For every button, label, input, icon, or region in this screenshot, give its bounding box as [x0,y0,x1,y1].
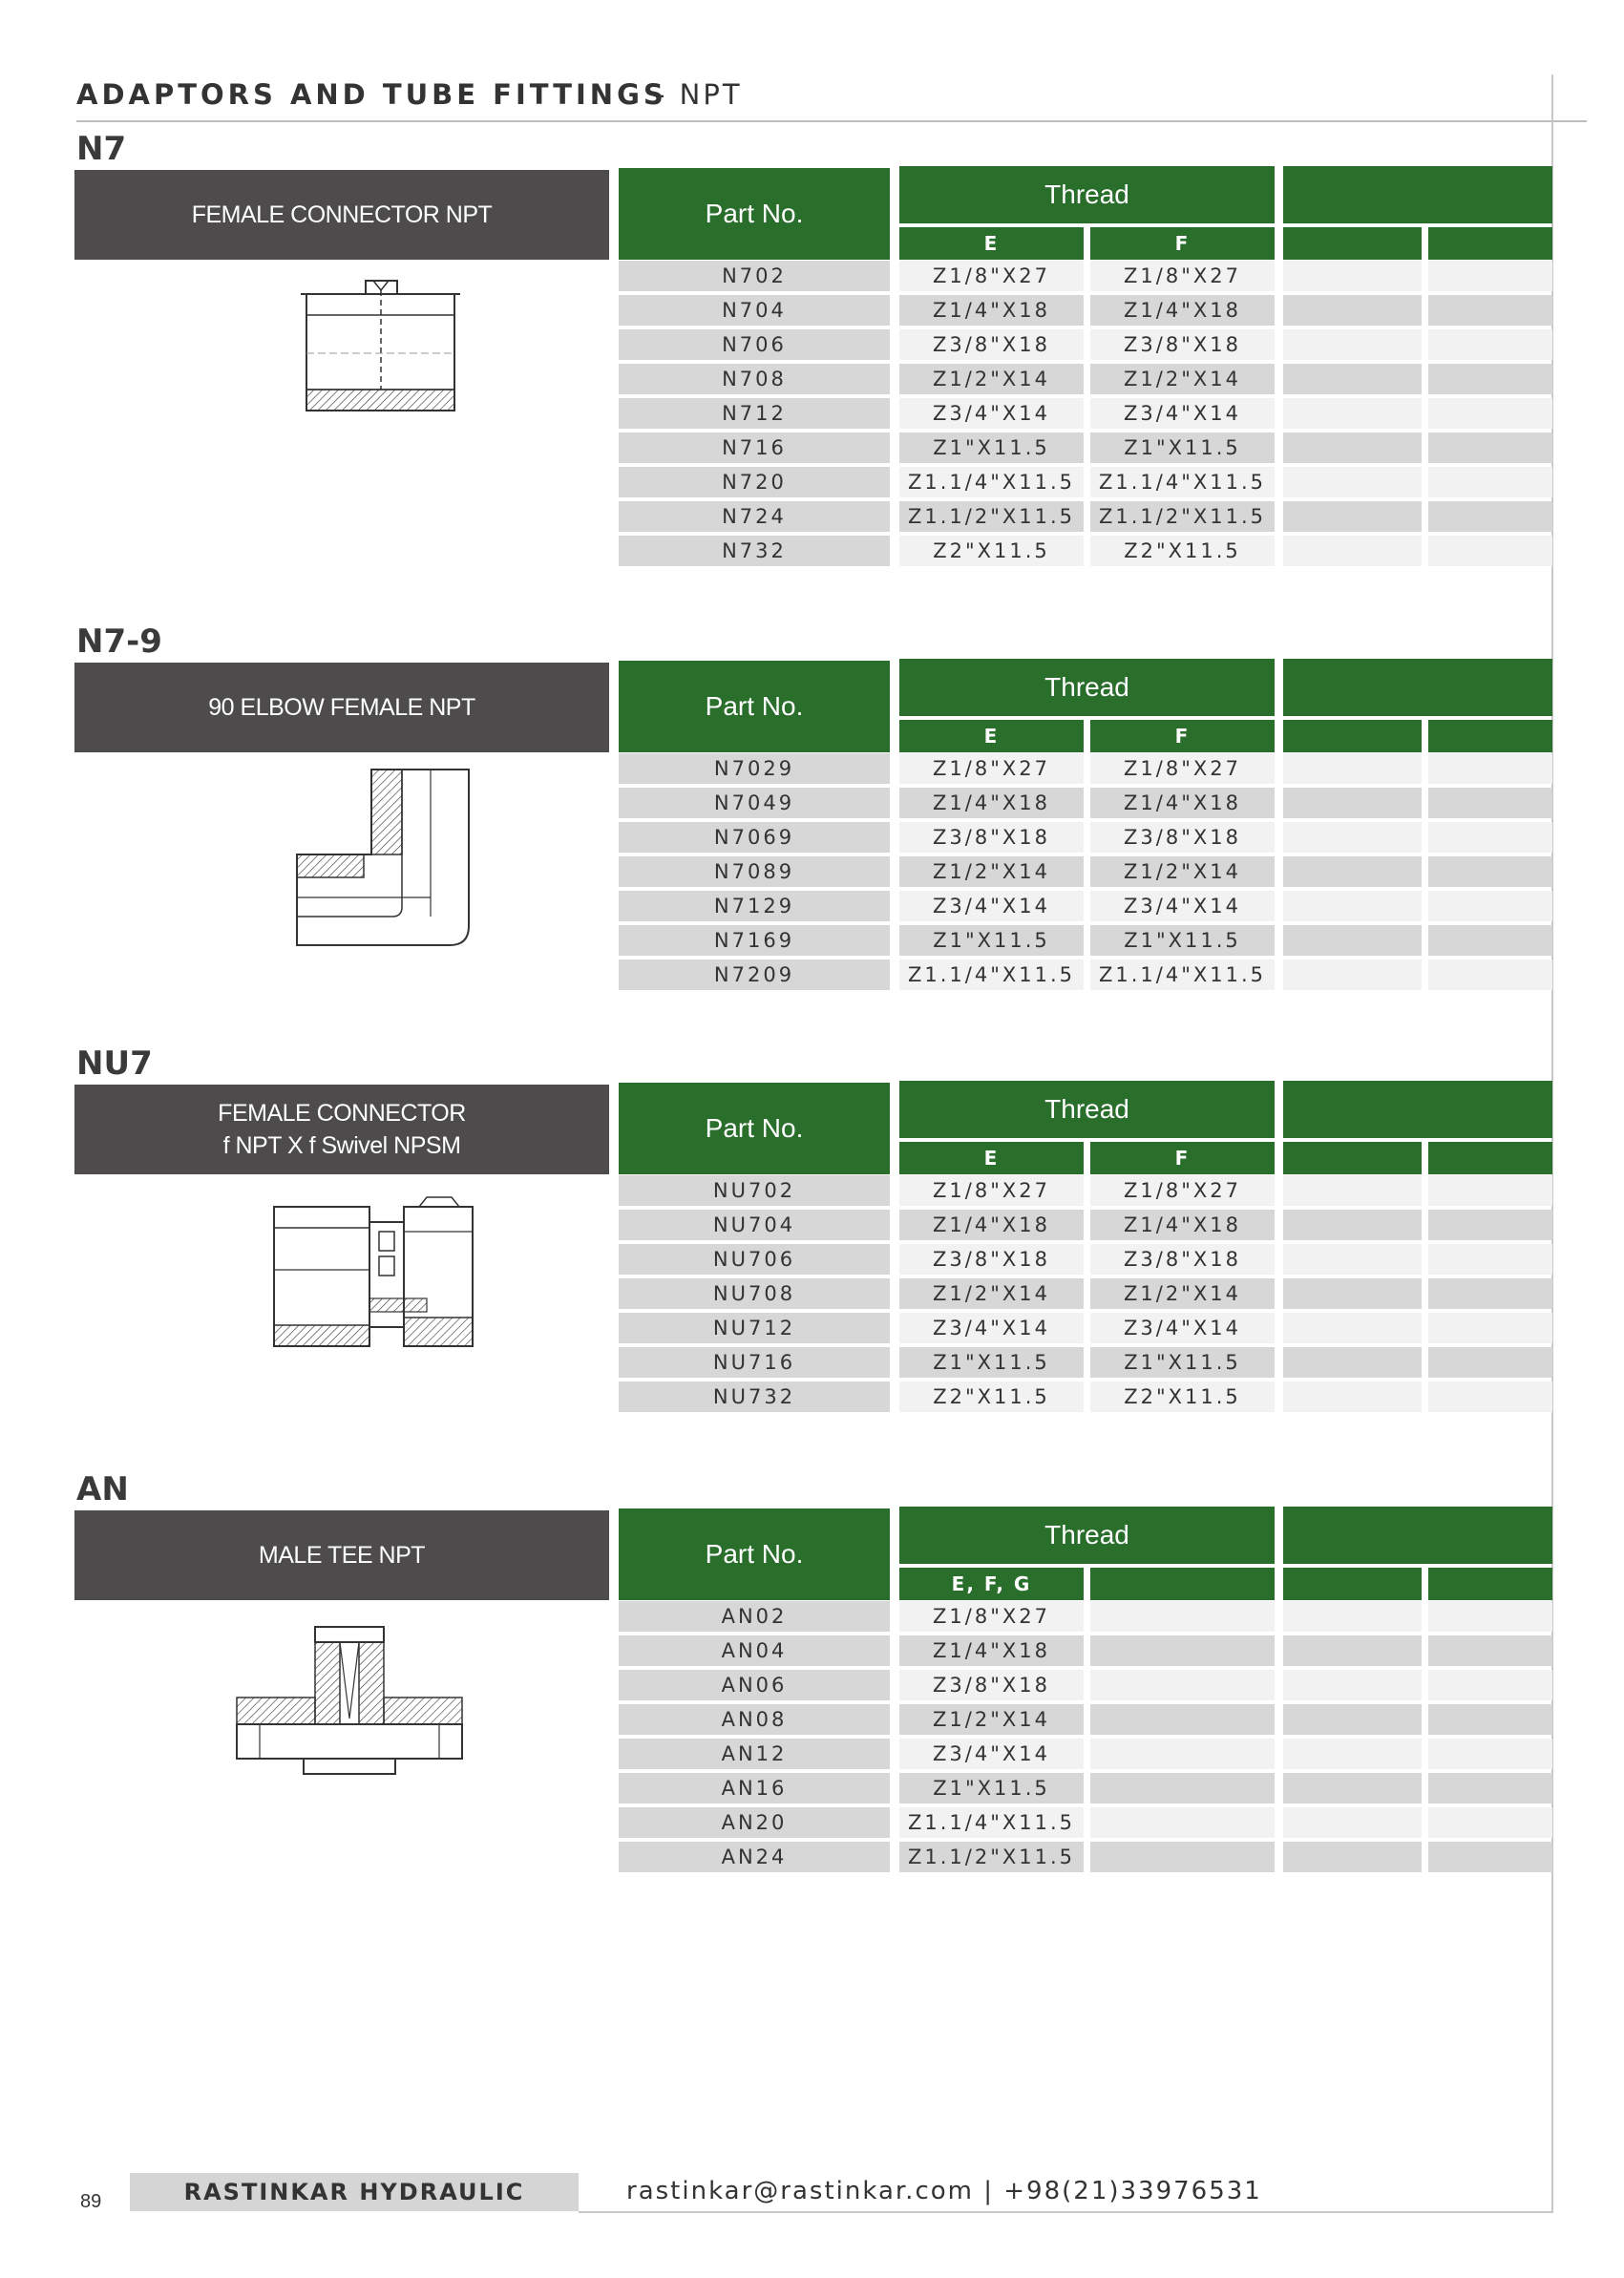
thread-e-cell: Z1/4"X18 [899,295,1084,326]
empty-cell [1283,432,1422,463]
empty-cell [1283,1244,1422,1275]
part-number-cell: N708 [619,364,890,394]
thread-e-cell: Z3/8"X18 [899,822,1084,853]
part-no-header: Part No. [619,661,890,752]
thread-sub-header-f: F [1090,1142,1275,1174]
empty-cell [1090,1704,1275,1735]
part-number-cell: N720 [619,467,890,497]
male-tee-drawing [221,1623,479,1785]
empty-cell [1283,891,1422,921]
thread-f-cell: Z1/8"X27 [1090,753,1275,784]
empty-cell [1428,1704,1552,1735]
thread-f-cell: Z3/4"X14 [1090,1313,1275,1343]
thread-f-cell: Z1"X11.5 [1090,925,1275,956]
part-number-cell: AN16 [619,1773,890,1803]
empty-cell [1428,1601,1552,1632]
thread-f-cell: Z1.1/4"X11.5 [1090,467,1275,497]
empty-cell [1283,960,1422,990]
part-number-cell: NU706 [619,1244,890,1275]
part-number-cell: NU702 [619,1175,890,1206]
thread-e-cell: Z1.1/4"X11.5 [899,467,1084,497]
empty-cell [1283,1175,1422,1206]
thread-f-cell: Z3/8"X18 [1090,329,1275,360]
thread-f-cell: Z1.1/4"X11.5 [1090,960,1275,990]
empty-cell [1283,788,1422,818]
thread-e-cell: Z3/4"X14 [899,1739,1084,1769]
empty-cell [1428,1842,1552,1872]
extra-header [1283,659,1552,716]
thread-f-cell: Z1/4"X18 [1090,295,1275,326]
empty-cell [1090,1773,1275,1803]
page-header-title: ADAPTORS AND TUBE FITTINGS [76,78,667,111]
thread-e-cell: Z1.1/2"X11.5 [899,501,1084,532]
elbow-drawing [254,764,512,964]
thread-f-cell: Z2"X11.5 [1090,1382,1275,1412]
product-name-line: FEMALE CONNECTOR [218,1100,466,1127]
thread-e-cell: Z3/8"X18 [899,329,1084,360]
thread-f-cell: Z1.1/2"X11.5 [1090,501,1275,532]
extra-sub-header [1283,227,1422,260]
part-number-cell: NU716 [619,1347,890,1378]
part-no-header: Part No. [619,168,890,260]
part-number-cell: NU708 [619,1278,890,1309]
extra-sub-header [1428,1142,1552,1174]
empty-cell [1428,1739,1552,1769]
extra-header [1283,166,1552,223]
thread-f-cell: Z1/4"X18 [1090,788,1275,818]
thread-sub-header-e: E [899,1142,1084,1174]
empty-cell [1283,1601,1422,1632]
empty-cell [1428,1210,1552,1240]
empty-cell [1428,1278,1552,1309]
empty-cell [1428,329,1552,360]
empty-cell [1428,1244,1552,1275]
empty-cell [1283,467,1422,497]
section-code: N7 [76,130,127,168]
empty-cell [1428,1313,1552,1343]
extra-header [1283,1081,1552,1138]
empty-cell [1283,822,1422,853]
product-name-box [74,170,609,260]
part-number-cell: N732 [619,536,890,566]
empty-cell [1283,753,1422,784]
thread-f-cell: Z1"X11.5 [1090,432,1275,463]
thread-sub-header-e: E [899,227,1084,260]
empty-cell [1428,261,1552,291]
thread-sub-header-f: F [1090,720,1275,752]
part-number-cell: NU704 [619,1210,890,1240]
empty-cell [1428,536,1552,566]
thread-e-cell: Z1/2"X14 [899,856,1084,887]
thread-f-cell: Z1"X11.5 [1090,1347,1275,1378]
thread-f-cell: Z3/8"X18 [1090,1244,1275,1275]
product-name-line: f NPT X f Swivel NPSM [222,1132,461,1159]
contact-info: rastinkar@rastinkar.com | +98(21)33976531 [626,2177,1262,2205]
empty-cell [1090,1601,1275,1632]
empty-cell [1090,1739,1275,1769]
thread-e-cell: Z1.1/4"X11.5 [899,1807,1084,1838]
part-number-cell: AN04 [619,1635,890,1666]
part-number-cell: N702 [619,261,890,291]
section-code: NU7 [76,1044,153,1083]
extra-sub-header [1283,1142,1422,1174]
empty-cell [1428,788,1552,818]
part-number-cell: AN08 [619,1704,890,1735]
thread-e-cell: Z2"X11.5 [899,536,1084,566]
empty-cell [1428,1382,1552,1412]
thread-e-cell: Z1.1/4"X11.5 [899,960,1084,990]
empty-cell [1283,1278,1422,1309]
footer-divider [579,2211,1552,2213]
empty-cell [1283,1635,1422,1666]
extra-sub-header [1283,720,1422,752]
part-number-cell: N7049 [619,788,890,818]
empty-cell [1428,432,1552,463]
extra-sub-header [1428,720,1552,752]
thread-e-cell: Z3/8"X18 [899,1244,1084,1275]
empty-cell [1283,261,1422,291]
thread-e-cell: Z1/2"X14 [899,1704,1084,1735]
empty-cell [1428,364,1552,394]
empty-cell [1428,1347,1552,1378]
thread-f-cell: Z1/2"X14 [1090,1278,1275,1309]
thread-e-cell: Z3/4"X14 [899,398,1084,429]
empty-cell [1283,536,1422,566]
section-code: N7-9 [76,622,162,661]
empty-cell [1283,1382,1422,1412]
company-name: RASTINKAR HYDRAULIC [130,2173,579,2211]
thread-e-cell: Z3/4"X14 [899,891,1084,921]
part-number-cell: N7069 [619,822,890,853]
thread-f-cell: Z1/8"X27 [1090,1175,1275,1206]
empty-cell [1283,1807,1422,1838]
product-name-line: FEMALE CONNECTOR NPT [191,201,493,228]
empty-cell [1283,856,1422,887]
header-divider [76,120,1587,122]
part-no-header: Part No. [619,1508,890,1600]
thread-e-cell: Z1/2"X14 [899,364,1084,394]
thread-header: Thread [899,166,1275,223]
thread-sub-header-empty [1090,1568,1275,1600]
part-number-cell: N7169 [619,925,890,956]
thread-e-cell: Z3/4"X14 [899,1313,1084,1343]
empty-cell [1428,501,1552,532]
empty-cell [1428,467,1552,497]
product-name-line: MALE TEE NPT [258,1542,426,1569]
empty-cell [1283,364,1422,394]
thread-f-cell: Z1/4"X18 [1090,1210,1275,1240]
part-no-header: Part No. [619,1083,890,1174]
thread-f-cell: Z1/2"X14 [1090,856,1275,887]
empty-cell [1283,501,1422,532]
empty-cell [1090,1635,1275,1666]
empty-cell [1428,856,1552,887]
thread-e-cell: Z1/2"X14 [899,1278,1084,1309]
empty-cell [1428,295,1552,326]
thread-f-cell: Z3/4"X14 [1090,398,1275,429]
thread-sub-header-e: E [899,720,1084,752]
empty-cell [1428,822,1552,853]
empty-cell [1283,295,1422,326]
thread-e-cell: Z1/4"X18 [899,1635,1084,1666]
product-name-box [74,1085,609,1174]
thread-sub-header-f: F [1090,227,1275,260]
part-number-cell: AN06 [619,1670,890,1700]
page-header-subtitle: - NPT [655,78,743,111]
thread-header: Thread [899,1507,1275,1564]
empty-cell [1283,398,1422,429]
thread-e-cell: Z1"X11.5 [899,925,1084,956]
part-number-cell: N724 [619,501,890,532]
thread-f-cell: Z3/4"X14 [1090,891,1275,921]
part-number-cell: N704 [619,295,890,326]
thread-e-cell: Z2"X11.5 [899,1382,1084,1412]
female-connector-drawing [254,277,512,430]
thread-e-cell: Z1/8"X27 [899,261,1084,291]
part-number-cell: AN20 [619,1807,890,1838]
part-number-cell: NU732 [619,1382,890,1412]
product-name-line: 90 ELBOW FEMALE NPT [208,694,475,721]
product-name-box [74,1510,609,1600]
part-number-cell: N716 [619,432,890,463]
part-number-cell: N7129 [619,891,890,921]
thread-e-cell: Z1/8"X27 [899,753,1084,784]
empty-cell [1283,1210,1422,1240]
part-number-cell: N7029 [619,753,890,784]
part-number-cell: N7209 [619,960,890,990]
empty-cell [1428,960,1552,990]
empty-cell [1428,398,1552,429]
empty-cell [1428,891,1552,921]
part-number-cell: AN24 [619,1842,890,1872]
empty-cell [1283,1347,1422,1378]
empty-cell [1428,1773,1552,1803]
thread-f-cell: Z1/8"X27 [1090,261,1275,291]
empty-cell [1090,1842,1275,1872]
thread-e-cell: Z1/4"X18 [899,788,1084,818]
extra-header [1283,1507,1552,1564]
thread-f-cell: Z1/2"X14 [1090,364,1275,394]
part-number-cell: N712 [619,398,890,429]
thread-e-cell: Z3/8"X18 [899,1670,1084,1700]
thread-f-cell: Z2"X11.5 [1090,536,1275,566]
part-number-cell: N706 [619,329,890,360]
empty-cell [1428,753,1552,784]
empty-cell [1428,925,1552,956]
empty-cell [1283,329,1422,360]
empty-cell [1428,1635,1552,1666]
empty-cell [1283,1773,1422,1803]
extra-sub-header [1283,1568,1422,1600]
thread-sub-header-efg: E, F, G [899,1568,1084,1600]
thread-e-cell: Z1"X11.5 [899,1347,1084,1378]
empty-cell [1283,925,1422,956]
swivel-connector-drawing [244,1193,502,1356]
part-number-cell: N7089 [619,856,890,887]
empty-cell [1283,1842,1422,1872]
thread-header: Thread [899,659,1275,716]
part-number-cell: AN12 [619,1739,890,1769]
thread-e-cell: Z1/8"X27 [899,1601,1084,1632]
extra-sub-header [1428,1568,1552,1600]
empty-cell [1428,1670,1552,1700]
empty-cell [1428,1807,1552,1838]
empty-cell [1428,1175,1552,1206]
thread-header: Thread [899,1081,1275,1138]
empty-cell [1283,1670,1422,1700]
empty-cell [1090,1807,1275,1838]
thread-e-cell: Z1/4"X18 [899,1210,1084,1240]
section-code: AN [76,1470,129,1508]
thread-f-cell: Z3/8"X18 [1090,822,1275,853]
thread-e-cell: Z1.1/2"X11.5 [899,1842,1084,1872]
empty-cell [1090,1670,1275,1700]
empty-cell [1283,1739,1422,1769]
page-number: 89 [80,2191,102,2212]
empty-cell [1283,1704,1422,1735]
thread-e-cell: Z1/8"X27 [899,1175,1084,1206]
thread-e-cell: Z1"X11.5 [899,432,1084,463]
part-number-cell: NU712 [619,1313,890,1343]
thread-e-cell: Z1"X11.5 [899,1773,1084,1803]
empty-cell [1283,1313,1422,1343]
extra-sub-header [1428,227,1552,260]
part-number-cell: AN02 [619,1601,890,1632]
product-name-box [74,663,609,752]
